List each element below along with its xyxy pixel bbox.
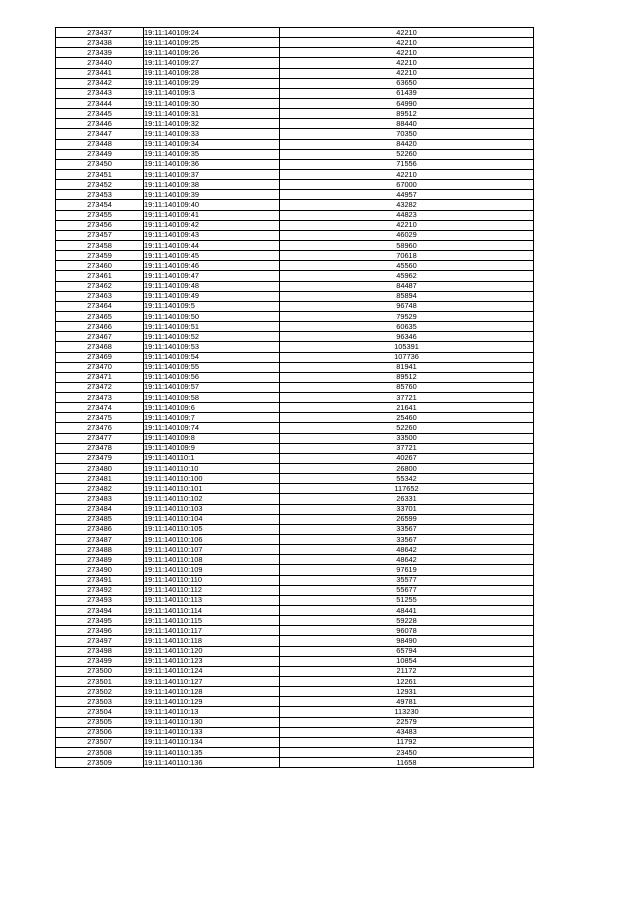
cadastral-number-cell: 19:11:140109:28 <box>144 68 280 78</box>
record-id-cell: 273480 <box>56 464 144 474</box>
value-cell: 88440 <box>280 119 534 129</box>
record-id-cell: 273441 <box>56 68 144 78</box>
record-id-cell: 273485 <box>56 514 144 524</box>
record-id-cell: 273477 <box>56 433 144 443</box>
value-cell: 89512 <box>280 372 534 382</box>
value-cell: 55677 <box>280 585 534 595</box>
table-row <box>56 565 534 575</box>
record-id-cell: 273440 <box>56 58 144 68</box>
record-id-cell: 273493 <box>56 595 144 605</box>
value-cell: 52260 <box>280 149 534 159</box>
value-cell: 43282 <box>280 200 534 210</box>
record-id-cell: 273457 <box>56 230 144 240</box>
value-cell: 48642 <box>280 555 534 565</box>
table-row <box>56 555 534 565</box>
record-id-cell: 273497 <box>56 636 144 646</box>
record-id-cell: 273444 <box>56 98 144 108</box>
record-id-cell: 273450 <box>56 159 144 169</box>
table-row <box>56 747 534 757</box>
record-id-cell: 273447 <box>56 129 144 139</box>
table-row <box>56 98 534 108</box>
cadastral-number-cell: 19:11:140109:31 <box>144 109 280 119</box>
cadastral-number-cell: 19:11:140109:49 <box>144 291 280 301</box>
table-row <box>56 38 534 48</box>
value-cell: 11792 <box>280 737 534 747</box>
cadastral-number-cell: 19:11:140110:109 <box>144 565 280 575</box>
value-cell: 42210 <box>280 38 534 48</box>
value-cell: 81941 <box>280 362 534 372</box>
value-cell: 51255 <box>280 595 534 605</box>
cadastral-number-cell: 19:11:140109:7 <box>144 413 280 423</box>
value-cell: 79529 <box>280 311 534 321</box>
cadastral-number-cell: 19:11:140110:129 <box>144 697 280 707</box>
cadastral-number-cell: 19:11:140109:53 <box>144 342 280 352</box>
value-cell: 33701 <box>280 504 534 514</box>
table-row <box>56 301 534 311</box>
value-cell: 97619 <box>280 565 534 575</box>
cadastral-number-cell: 19:11:140109:41 <box>144 210 280 220</box>
cadastral-number-cell: 19:11:140109:30 <box>144 98 280 108</box>
cadastral-number-cell: 19:11:140110:134 <box>144 737 280 747</box>
record-id-cell: 273455 <box>56 210 144 220</box>
table-row <box>56 585 534 595</box>
value-cell: 89512 <box>280 109 534 119</box>
value-cell: 12931 <box>280 687 534 697</box>
table-row <box>56 210 534 220</box>
record-id-cell: 273472 <box>56 382 144 392</box>
value-cell: 11658 <box>280 758 534 768</box>
value-cell: 96748 <box>280 301 534 311</box>
record-id-cell: 273448 <box>56 139 144 149</box>
cadastral-number-cell: 19:11:140110:102 <box>144 494 280 504</box>
record-id-cell: 273492 <box>56 585 144 595</box>
value-cell: 52260 <box>280 423 534 433</box>
cadastral-number-cell: 19:11:140110:105 <box>144 524 280 534</box>
table-row <box>56 362 534 372</box>
cadastral-number-cell: 19:11:140109:45 <box>144 251 280 261</box>
table-row <box>56 474 534 484</box>
table-row <box>56 28 534 38</box>
cadastral-number-cell: 19:11:140109:44 <box>144 240 280 250</box>
record-id-cell: 273478 <box>56 443 144 453</box>
cadastral-number-cell: 19:11:140109:27 <box>144 58 280 68</box>
table-row <box>56 545 534 555</box>
value-cell: 59228 <box>280 616 534 626</box>
record-id-cell: 273451 <box>56 169 144 179</box>
value-cell: 44957 <box>280 190 534 200</box>
table-row <box>56 626 534 636</box>
table-row <box>56 636 534 646</box>
value-cell: 21172 <box>280 666 534 676</box>
cadastral-number-cell: 19:11:140109:40 <box>144 200 280 210</box>
value-cell: 33500 <box>280 433 534 443</box>
value-cell: 84420 <box>280 139 534 149</box>
record-id-cell: 273503 <box>56 697 144 707</box>
value-cell: 10854 <box>280 656 534 666</box>
table-row <box>56 372 534 382</box>
cadastral-number-cell: 19:11:140109:55 <box>144 362 280 372</box>
record-id-cell: 273471 <box>56 372 144 382</box>
record-id-cell: 273445 <box>56 109 144 119</box>
table-row <box>56 240 534 250</box>
record-id-cell: 273443 <box>56 88 144 98</box>
record-id-cell: 273500 <box>56 666 144 676</box>
record-id-cell: 273486 <box>56 524 144 534</box>
table-row <box>56 382 534 392</box>
value-cell: 105391 <box>280 342 534 352</box>
cadastral-number-cell: 19:11:140109:57 <box>144 382 280 392</box>
cadastral-number-cell: 19:11:140110:127 <box>144 677 280 687</box>
value-cell: 42210 <box>280 28 534 38</box>
value-cell: 37721 <box>280 443 534 453</box>
record-id-cell: 273507 <box>56 737 144 747</box>
record-id-cell: 273476 <box>56 423 144 433</box>
cadastral-number-cell: 19:11:140109:39 <box>144 190 280 200</box>
value-cell: 25460 <box>280 413 534 423</box>
record-id-cell: 273466 <box>56 322 144 332</box>
value-cell: 26800 <box>280 464 534 474</box>
value-cell: 42210 <box>280 48 534 58</box>
table-row <box>56 758 534 768</box>
table-row <box>56 332 534 342</box>
cadastral-number-cell: 19:11:140109:9 <box>144 443 280 453</box>
value-cell: 96346 <box>280 332 534 342</box>
record-id-cell: 273479 <box>56 453 144 463</box>
cadastral-number-cell: 19:11:140110:107 <box>144 545 280 555</box>
value-cell: 58960 <box>280 240 534 250</box>
record-id-cell: 273488 <box>56 545 144 555</box>
table-row <box>56 220 534 230</box>
table-row <box>56 322 534 332</box>
cadastral-number-cell: 19:11:140109:74 <box>144 423 280 433</box>
value-cell: 21641 <box>280 403 534 413</box>
record-id-cell: 273469 <box>56 352 144 362</box>
table-row <box>56 677 534 687</box>
record-id-cell: 273508 <box>56 747 144 757</box>
table-row <box>56 58 534 68</box>
cadastral-number-cell: 19:11:140110:110 <box>144 575 280 585</box>
cadastral-number-cell: 19:11:140110:128 <box>144 687 280 697</box>
cadastral-number-cell: 19:11:140109:56 <box>144 372 280 382</box>
table-row <box>56 230 534 240</box>
cadastral-number-cell: 19:11:140110:135 <box>144 747 280 757</box>
record-id-cell: 273481 <box>56 474 144 484</box>
record-id-cell: 273487 <box>56 535 144 545</box>
cadastral-number-cell: 19:11:140109:25 <box>144 38 280 48</box>
record-id-cell: 273463 <box>56 291 144 301</box>
table-row <box>56 717 534 727</box>
value-cell: 42210 <box>280 68 534 78</box>
record-id-cell: 273475 <box>56 413 144 423</box>
cadastral-number-cell: 19:11:140110:1 <box>144 453 280 463</box>
value-cell: 85894 <box>280 291 534 301</box>
record-id-cell: 273499 <box>56 656 144 666</box>
value-cell: 35577 <box>280 575 534 585</box>
table-row <box>56 342 534 352</box>
cadastral-number-cell: 19:11:140110:120 <box>144 646 280 656</box>
table-row <box>56 393 534 403</box>
cadastral-number-cell: 19:11:140109:38 <box>144 180 280 190</box>
value-cell: 60635 <box>280 322 534 332</box>
cadastral-number-cell: 19:11:140110:130 <box>144 717 280 727</box>
value-cell: 61439 <box>280 88 534 98</box>
record-id-cell: 273437 <box>56 28 144 38</box>
value-cell: 43483 <box>280 727 534 737</box>
table-row <box>56 291 534 301</box>
table-row <box>56 352 534 362</box>
value-cell: 84487 <box>280 281 534 291</box>
value-cell: 48642 <box>280 545 534 555</box>
value-cell: 37721 <box>280 393 534 403</box>
table-row <box>56 403 534 413</box>
table-row <box>56 687 534 697</box>
value-cell: 46029 <box>280 230 534 240</box>
record-id-cell: 273438 <box>56 38 144 48</box>
value-cell: 67000 <box>280 180 534 190</box>
cadastral-number-cell: 19:11:140110:101 <box>144 484 280 494</box>
table-row <box>56 200 534 210</box>
table-row <box>56 697 534 707</box>
table-row <box>56 149 534 159</box>
value-cell: 48441 <box>280 606 534 616</box>
table-row <box>56 48 534 58</box>
value-cell: 55342 <box>280 474 534 484</box>
value-cell: 70350 <box>280 129 534 139</box>
cadastral-number-cell: 19:11:140110:108 <box>144 555 280 565</box>
table-row <box>56 139 534 149</box>
value-cell: 22579 <box>280 717 534 727</box>
value-cell: 117652 <box>280 484 534 494</box>
cadastral-number-cell: 19:11:140110:115 <box>144 616 280 626</box>
record-id-cell: 273502 <box>56 687 144 697</box>
value-cell: 26599 <box>280 514 534 524</box>
table-row <box>56 443 534 453</box>
cadastral-number-cell: 19:11:140110:112 <box>144 585 280 595</box>
record-id-cell: 273495 <box>56 616 144 626</box>
cadastral-number-cell: 19:11:140109:36 <box>144 159 280 169</box>
table-row <box>56 616 534 626</box>
record-id-cell: 273483 <box>56 494 144 504</box>
cadastral-number-cell: 19:11:140109:48 <box>144 281 280 291</box>
record-id-cell: 273498 <box>56 646 144 656</box>
record-id-cell: 273489 <box>56 555 144 565</box>
value-cell: 45962 <box>280 271 534 281</box>
table-row <box>56 261 534 271</box>
value-cell: 63650 <box>280 78 534 88</box>
record-id-cell: 273504 <box>56 707 144 717</box>
cadastral-number-cell: 19:11:140110:113 <box>144 595 280 605</box>
table-row <box>56 180 534 190</box>
record-id-cell: 273453 <box>56 190 144 200</box>
cadastral-number-cell: 19:11:140110:133 <box>144 727 280 737</box>
cadastral-number-cell: 19:11:140109:42 <box>144 220 280 230</box>
table-row <box>56 311 534 321</box>
record-id-cell: 273509 <box>56 758 144 768</box>
value-cell: 113230 <box>280 707 534 717</box>
table-row <box>56 453 534 463</box>
value-cell: 49781 <box>280 697 534 707</box>
record-id-cell: 273462 <box>56 281 144 291</box>
cadastral-number-cell: 19:11:140110:118 <box>144 636 280 646</box>
cadastral-number-cell: 19:11:140109:5 <box>144 301 280 311</box>
cadastral-number-cell: 19:11:140110:124 <box>144 666 280 676</box>
cadastral-number-cell: 19:11:140109:54 <box>144 352 280 362</box>
records-table-body <box>56 28 534 768</box>
table-row <box>56 524 534 534</box>
record-id-cell: 273506 <box>56 727 144 737</box>
table-row <box>56 129 534 139</box>
table-row <box>56 646 534 656</box>
cadastral-number-cell: 19:11:140109:26 <box>144 48 280 58</box>
table-row <box>56 656 534 666</box>
cadastral-number-cell: 19:11:140109:46 <box>144 261 280 271</box>
table-row <box>56 575 534 585</box>
value-cell: 71556 <box>280 159 534 169</box>
cadastral-number-cell: 19:11:140109:35 <box>144 149 280 159</box>
value-cell: 98490 <box>280 636 534 646</box>
table-row <box>56 169 534 179</box>
cadastral-number-cell: 19:11:140110:117 <box>144 626 280 636</box>
value-cell: 33567 <box>280 535 534 545</box>
cadastral-number-cell: 19:11:140109:3 <box>144 88 280 98</box>
value-cell: 44823 <box>280 210 534 220</box>
value-cell: 70618 <box>280 251 534 261</box>
record-id-cell: 273446 <box>56 119 144 129</box>
table-row <box>56 737 534 747</box>
value-cell: 42210 <box>280 58 534 68</box>
record-id-cell: 273439 <box>56 48 144 58</box>
cadastral-number-cell: 19:11:140109:50 <box>144 311 280 321</box>
cadastral-number-cell: 19:11:140110:104 <box>144 514 280 524</box>
value-cell: 96078 <box>280 626 534 636</box>
value-cell: 65794 <box>280 646 534 656</box>
table-row <box>56 504 534 514</box>
table-row <box>56 535 534 545</box>
table-row <box>56 88 534 98</box>
value-cell: 42210 <box>280 220 534 230</box>
record-id-cell: 273449 <box>56 149 144 159</box>
cadastral-number-cell: 19:11:140110:136 <box>144 758 280 768</box>
record-id-cell: 273468 <box>56 342 144 352</box>
record-id-cell: 273461 <box>56 271 144 281</box>
record-id-cell: 273454 <box>56 200 144 210</box>
cadastral-number-cell: 19:11:140110:13 <box>144 707 280 717</box>
record-id-cell: 273442 <box>56 78 144 88</box>
table-row <box>56 727 534 737</box>
value-cell: 40267 <box>280 453 534 463</box>
table-row <box>56 119 534 129</box>
cadastral-number-cell: 19:11:140110:103 <box>144 504 280 514</box>
record-id-cell: 273501 <box>56 677 144 687</box>
record-id-cell: 273456 <box>56 220 144 230</box>
cadastral-number-cell: 19:11:140109:29 <box>144 78 280 88</box>
value-cell: 107736 <box>280 352 534 362</box>
cadastral-number-cell: 19:11:140109:34 <box>144 139 280 149</box>
record-id-cell: 273460 <box>56 261 144 271</box>
record-id-cell: 273470 <box>56 362 144 372</box>
table-row <box>56 423 534 433</box>
record-id-cell: 273464 <box>56 301 144 311</box>
table-row <box>56 494 534 504</box>
cadastral-number-cell: 19:11:140110:114 <box>144 606 280 616</box>
record-id-cell: 273490 <box>56 565 144 575</box>
cadastral-number-cell: 19:11:140110:123 <box>144 656 280 666</box>
value-cell: 85760 <box>280 382 534 392</box>
cadastral-number-cell: 19:11:140110:10 <box>144 464 280 474</box>
table-row <box>56 413 534 423</box>
value-cell: 45560 <box>280 261 534 271</box>
cadastral-number-cell: 19:11:140109:6 <box>144 403 280 413</box>
table-row <box>56 281 534 291</box>
record-id-cell: 273465 <box>56 311 144 321</box>
record-id-cell: 273484 <box>56 504 144 514</box>
table-row <box>56 68 534 78</box>
value-cell: 26331 <box>280 494 534 504</box>
table-row <box>56 190 534 200</box>
cadastral-number-cell: 19:11:140109:51 <box>144 322 280 332</box>
table-row <box>56 464 534 474</box>
table-row <box>56 514 534 524</box>
table-row <box>56 271 534 281</box>
cadastral-number-cell: 19:11:140109:8 <box>144 433 280 443</box>
record-id-cell: 273452 <box>56 180 144 190</box>
record-id-cell: 273482 <box>56 484 144 494</box>
table-row <box>56 159 534 169</box>
record-id-cell: 273473 <box>56 393 144 403</box>
record-id-cell: 273491 <box>56 575 144 585</box>
table-row <box>56 484 534 494</box>
record-id-cell: 273459 <box>56 251 144 261</box>
cadastral-number-cell: 19:11:140109:58 <box>144 393 280 403</box>
record-id-cell: 273494 <box>56 606 144 616</box>
value-cell: 23450 <box>280 747 534 757</box>
table-row <box>56 707 534 717</box>
cadastral-number-cell: 19:11:140110:100 <box>144 474 280 484</box>
value-cell: 33567 <box>280 524 534 534</box>
record-id-cell: 273496 <box>56 626 144 636</box>
table-row <box>56 595 534 605</box>
record-id-cell: 273467 <box>56 332 144 342</box>
cadastral-number-cell: 19:11:140109:33 <box>144 129 280 139</box>
table-row <box>56 109 534 119</box>
cadastral-number-cell: 19:11:140109:24 <box>144 28 280 38</box>
record-id-cell: 273474 <box>56 403 144 413</box>
table-row <box>56 433 534 443</box>
cadastral-number-cell: 19:11:140109:37 <box>144 169 280 179</box>
cadastral-number-cell: 19:11:140110:106 <box>144 535 280 545</box>
cadastral-number-cell: 19:11:140109:47 <box>144 271 280 281</box>
value-cell: 42210 <box>280 169 534 179</box>
cadastral-number-cell: 19:11:140109:43 <box>144 230 280 240</box>
value-cell: 12261 <box>280 677 534 687</box>
cadastral-number-cell: 19:11:140109:52 <box>144 332 280 342</box>
table-row <box>56 78 534 88</box>
cadastral-number-cell: 19:11:140109:32 <box>144 119 280 129</box>
records-table <box>55 27 534 768</box>
record-id-cell: 273458 <box>56 240 144 250</box>
value-cell: 64990 <box>280 98 534 108</box>
table-row <box>56 606 534 616</box>
table-row <box>56 251 534 261</box>
record-id-cell: 273505 <box>56 717 144 727</box>
table-row <box>56 666 534 676</box>
